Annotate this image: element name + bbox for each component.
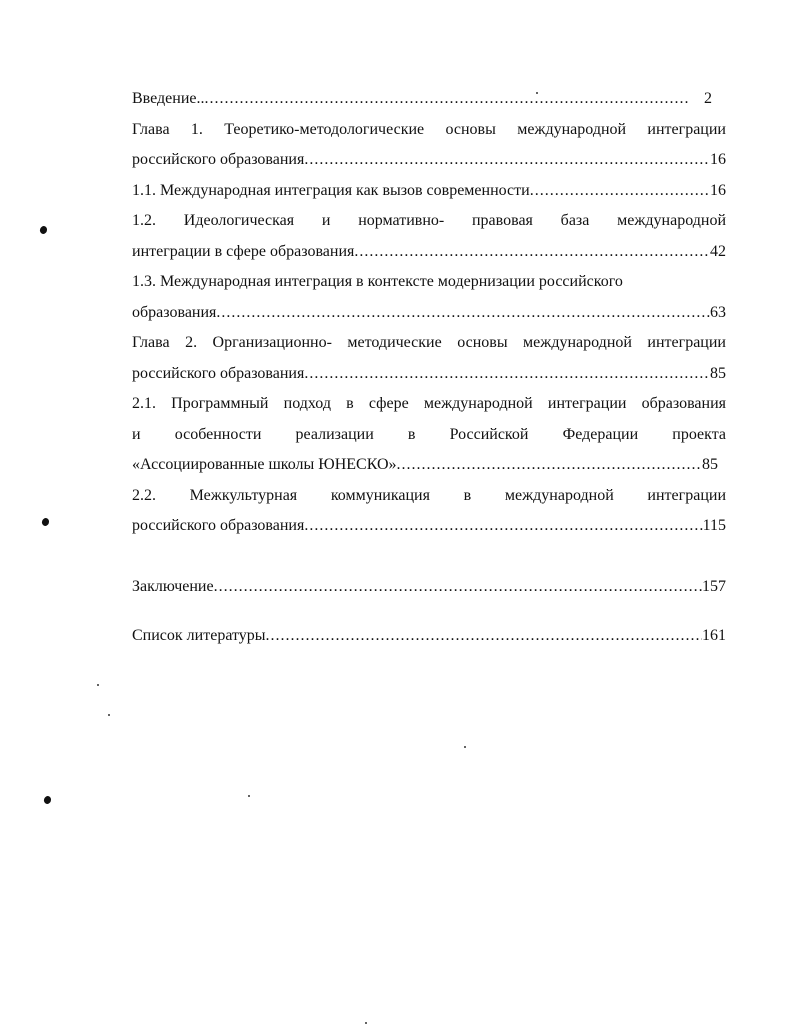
dot-leader	[304, 145, 710, 176]
toc-page-number: 16	[710, 181, 726, 199]
toc-entry-section-1-3-cont	[132, 298, 726, 329]
toc-entry-title: российского образования	[132, 364, 305, 382]
scan-speck	[248, 795, 250, 797]
toc-entry-section-1-1	[132, 176, 726, 207]
toc-page-number: 42	[710, 242, 726, 260]
toc-entry-chapter-2: Глава 2. Организационно- методические основы международной интеграции	[132, 334, 726, 351]
dot-leader	[304, 359, 710, 390]
toc-page-number: 85	[702, 456, 718, 473]
spacer	[132, 603, 726, 621]
toc-page-number: 157	[702, 578, 726, 595]
dot-leader	[530, 176, 710, 207]
scan-speck	[97, 684, 99, 686]
spacer	[132, 542, 726, 573]
toc-entry-chapter-2-cont	[132, 359, 726, 390]
dot-leader	[266, 621, 702, 652]
scan-speck	[464, 746, 466, 748]
toc-entry-section-2-1: 2.1. Программный подход в сфере международной интеграции образования	[132, 395, 726, 412]
toc-entry-title: образования	[132, 303, 217, 321]
scan-speck	[536, 92, 538, 94]
table-of-contents	[132, 84, 726, 651]
toc-entry-title: Введение..	[132, 90, 205, 107]
toc-entry-section-2-1-cont-2	[132, 450, 726, 481]
dot-leader	[205, 84, 689, 115]
toc-entry-section-1-3: 1.3. Международная интеграция в контексте модернизации российского	[132, 273, 623, 290]
toc-page-number: 63	[710, 303, 726, 321]
toc-entry-title: «Ассоциированные школы ЮНЕСКО»	[132, 456, 397, 473]
toc-entry-section-1-2: 1.2. Идеологическая и нормативно- правовая база международной	[132, 212, 726, 229]
toc-entry-section-2-2-cont	[132, 511, 726, 542]
toc-entry-section-2-1-cont: и особенности реализации в Российской Федерации проекта	[132, 425, 726, 443]
toc-entry-title: интеграции в сфере образования	[132, 242, 355, 260]
dot-leader	[354, 237, 710, 268]
toc-entry-section-1-2-cont	[132, 237, 726, 268]
scan-artifact-mark	[41, 517, 50, 527]
scan-speck	[365, 1022, 367, 1024]
scan-speck	[108, 714, 110, 716]
scan-artifact-mark	[39, 225, 48, 235]
toc-page-number: 2	[704, 90, 712, 107]
toc-page-number: 115	[702, 517, 726, 534]
toc-entry-intro	[132, 84, 726, 115]
dot-leader	[304, 511, 702, 542]
dot-leader	[397, 450, 702, 481]
toc-entry-title: российского образования	[132, 517, 305, 534]
toc-entry-chapter-1: Глава 1. Теоретико-методологические основы международной интеграции	[132, 120, 726, 138]
dot-leader	[216, 298, 710, 329]
toc-entry-title: российского образования	[132, 151, 305, 168]
toc-page-number: 16	[710, 151, 726, 168]
toc-entry-title: Список литературы	[132, 626, 266, 644]
toc-entry-section-2-2: 2.2. Межкультурная коммуникация в международной интеграции	[132, 486, 726, 504]
toc-entry-chapter-1-cont	[132, 145, 726, 176]
scan-artifact-mark	[43, 795, 52, 805]
dot-leader	[214, 572, 702, 603]
toc-page-number: 161	[702, 626, 726, 644]
toc-entry-title: Заключение	[132, 578, 214, 595]
toc-entry-title: 1.1. Международная интеграция как вызов современности	[132, 181, 530, 199]
toc-page-number: 85	[710, 364, 726, 382]
toc-entry-literature	[132, 621, 726, 652]
toc-entry-conclusion	[132, 572, 726, 603]
